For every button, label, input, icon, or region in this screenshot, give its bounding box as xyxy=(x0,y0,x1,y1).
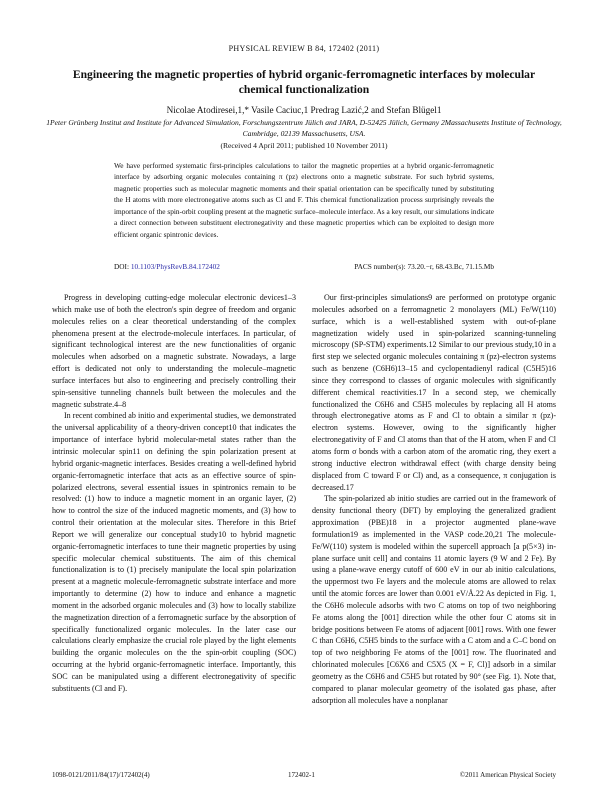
affiliations: 1Peter Grünberg Institut and Institute for Advanced Simulation, Forschungszentrum Jülich and JARA, D-52425 Jülich, Germany 2Massachusetts Institute of Technology, Cambridge, 02139 Massachusetts, USA. xyxy=(46,118,562,138)
footer-issn: 1098-0121/2011/84(17)/172402(4) xyxy=(52,771,150,779)
right-column xyxy=(312,292,556,707)
doi-link[interactable]: 10.1103/PhysRevB.84.172402 xyxy=(130,262,220,271)
journal-header: PHYSICAL REVIEW B 84, 172402 (2011) xyxy=(228,44,380,53)
right-paragraph-2: The spin-polarized ab initio studies are carried out in the framework of density functional theory (DFT) by employing the generalized gradient approximation (PBE)18 in a projector augmented plane-wave formulation19 as implemented in the VASP code.20,21 The molecule-Fe/W(110) system is modeled within the supercell approach [a p(5×3) in-plane surface unit cell] and contains 11 atomic layers (9 W and 2 Fe). By using a plane-wave energy cutoff of 600 eV in our ab initio calculations, the uppermost two Fe layers and the molecule atoms are allowed to relax until the atomic forces are lower than 0.001 eV/Å.22 As depicted in Fig. 1, the C6H6 molecule adsorbs with two C atoms on top of two neighboring Fe atoms along the [001] direction while the other four C atoms sit in bridge positions between Fe atoms of adjacent [001] rows. With one fewer C than C6H6, C5H5 binds to the surface with a C atom and a C–C bond on top of two neighboring Fe atoms of the [001] row. The fluorinated and chlorinated molecules [C6X6 and C5X5 (X = F, Cl)] adsorb in a similar geometry as the C6H6 and C5H5 but rotated by 90° (see Fig. 1). Note that, compared to planar molecular geometry of the isolated gas phase, after adsorption all molecules have a nonplanar xyxy=(312,494,556,705)
doi-line xyxy=(114,262,220,271)
received-dates: (Received 4 April 2011; published 10 November 2011) xyxy=(220,141,388,150)
pacs-numbers: PACS number(s): 73.20.−r, 68.43.Bc, 71.15.Mb xyxy=(354,262,494,271)
left-paragraph-1: Progress in developing cutting-edge molecular electronic devices1–3 which make use of both the electron's spin degree of freedom and organic molecules relies on a clear theoretical understanding of the complex phenomena present at the electrode-molecule interfaces. In particular, of significant technological interest are the new functionalities of organic molecules when adsorbed on a magnetic substrate. Nowadays, a large effort is dedicated not only to understanding the molecule–magnetic surface interfaces but also to engineering and precisely controlling their spin-sensitive tunneling channels built between the molecules and the magnetic substrate.4–8 xyxy=(52,293,296,409)
footer-copyright: ©2011 American Physical Society xyxy=(459,771,556,779)
right-paragraph-1: Our first-principles simulations9 are performed on prototype organic molecules adsorbed on a ferromagnetic 2 monolayers (ML) Fe/W(110) surface, which is a well-established system with out-of-plane magnetization widely used in spin-polarized scanning-tunneling microscopy (SP-STM) experiments.12 Similar to our previous study,10 in a first step we selected organic molecules containing π (pz)-electron systems such as benzene (C6H6)13–15 and cyclopentadienyl radical (C5H5)16 since they correspond to classes of organic molecules with significantly different chemical reactivities.17 In a second step, we chemically functionalized the C6H6 and C5H5 molecules by replacing all H atoms through electronegative atoms as F and Cl to obtain a similar π (pz)-electron systems. However, owing to the significantly higher electronegativity of F and Cl atoms than that of the H atom, when F and Cl atoms form σ bonds with a carbon atom of the aromatic ring, they exert a strong inductive electron withdrawal effect (with charge density being displaced from C toward F or Cl) and, as a consequence, π conjugation is decreased.17 xyxy=(312,293,556,492)
paper-title: Engineering the magnetic properties of hybrid organic-ferromagnetic interfaces by molecular chemical functionalization xyxy=(72,68,536,96)
doi-label: DOI: xyxy=(114,262,129,271)
author-list: Nicolae Atodiresei,1,* Vasile Caciuc,1 Predrag Lazić,2 and Stefan Blügel1 xyxy=(166,105,442,115)
left-paragraph-2: In recent combined ab initio and experimental studies, we demonstrated the universal applicability of a theory-driven concept10 that indicates the importance of interface hybrid molecular-metal states rather than the intrinsic molecular spin11 on defining the spin polarization present at hybrid organic-magnetic interfaces. Besides creating a well-defined hybrid organic-ferromagnetic interface that acts as an effective source of spin-polarized electrons, several essential issues in spintronics remain to be resolved: (1) how to induce a magnetic moment in an organic layer, (2) how to control the size of the induced magnetic moments, and (3) how to control their orientation at the molecular sites. Therefore in this Brief Report we will generalize our conceptual study10 to hybrid magnetic organic-ferromagnetic interfaces to tune their magnetic properties by using specific molecular chemical substituents. The aim of this chemical functionalization is to (1) precisely manipulate the local spin polarization present at a magnetic molecule-ferromagnetic substrate interface and more importantly to determine (2) how to induce and enhance a magnetic moment in the adsorbed organic molecules and (3) how to locally stabilize the magnetization direction of a ferromagnetic surface by the absorption of specifically functionalized organic molecules. In the later case our calculations clearly emphasize the crucial role played by the light elements building the organic molecules on the the spin-orbit coupling (SOC) occurring at the hybrid organic-ferromagnetic interface. Importantly, this SOC can be manipulated using a different electronegativity of specific substituents (Cl and F). xyxy=(52,411,296,693)
left-column xyxy=(52,292,296,695)
abstract: We have performed systematic first-principles calculations to tailor the magnetic properties at a hybrid organic-ferromagnetic interface by adsorbing organic molecules containing π (pz) electrons onto a magnetic substrate. For such hybrid systems, magnetic properties such as molecular magnetic moments and their spatial orientation can be specifically tuned by substituting the H atoms with more electronegative atoms such as Cl and F. This chemical functionalization process surprisingly reveals the importance of the spin-orbit coupling present at the magnetic surface–molecule interface. As a key result, our simulations indicate a direct connection between substituent electronegativity and these magnetic properties which can be exploited to design more efficient organic spintronic devices. xyxy=(114,161,494,239)
footer-page-number: 172402-1 xyxy=(288,771,315,779)
